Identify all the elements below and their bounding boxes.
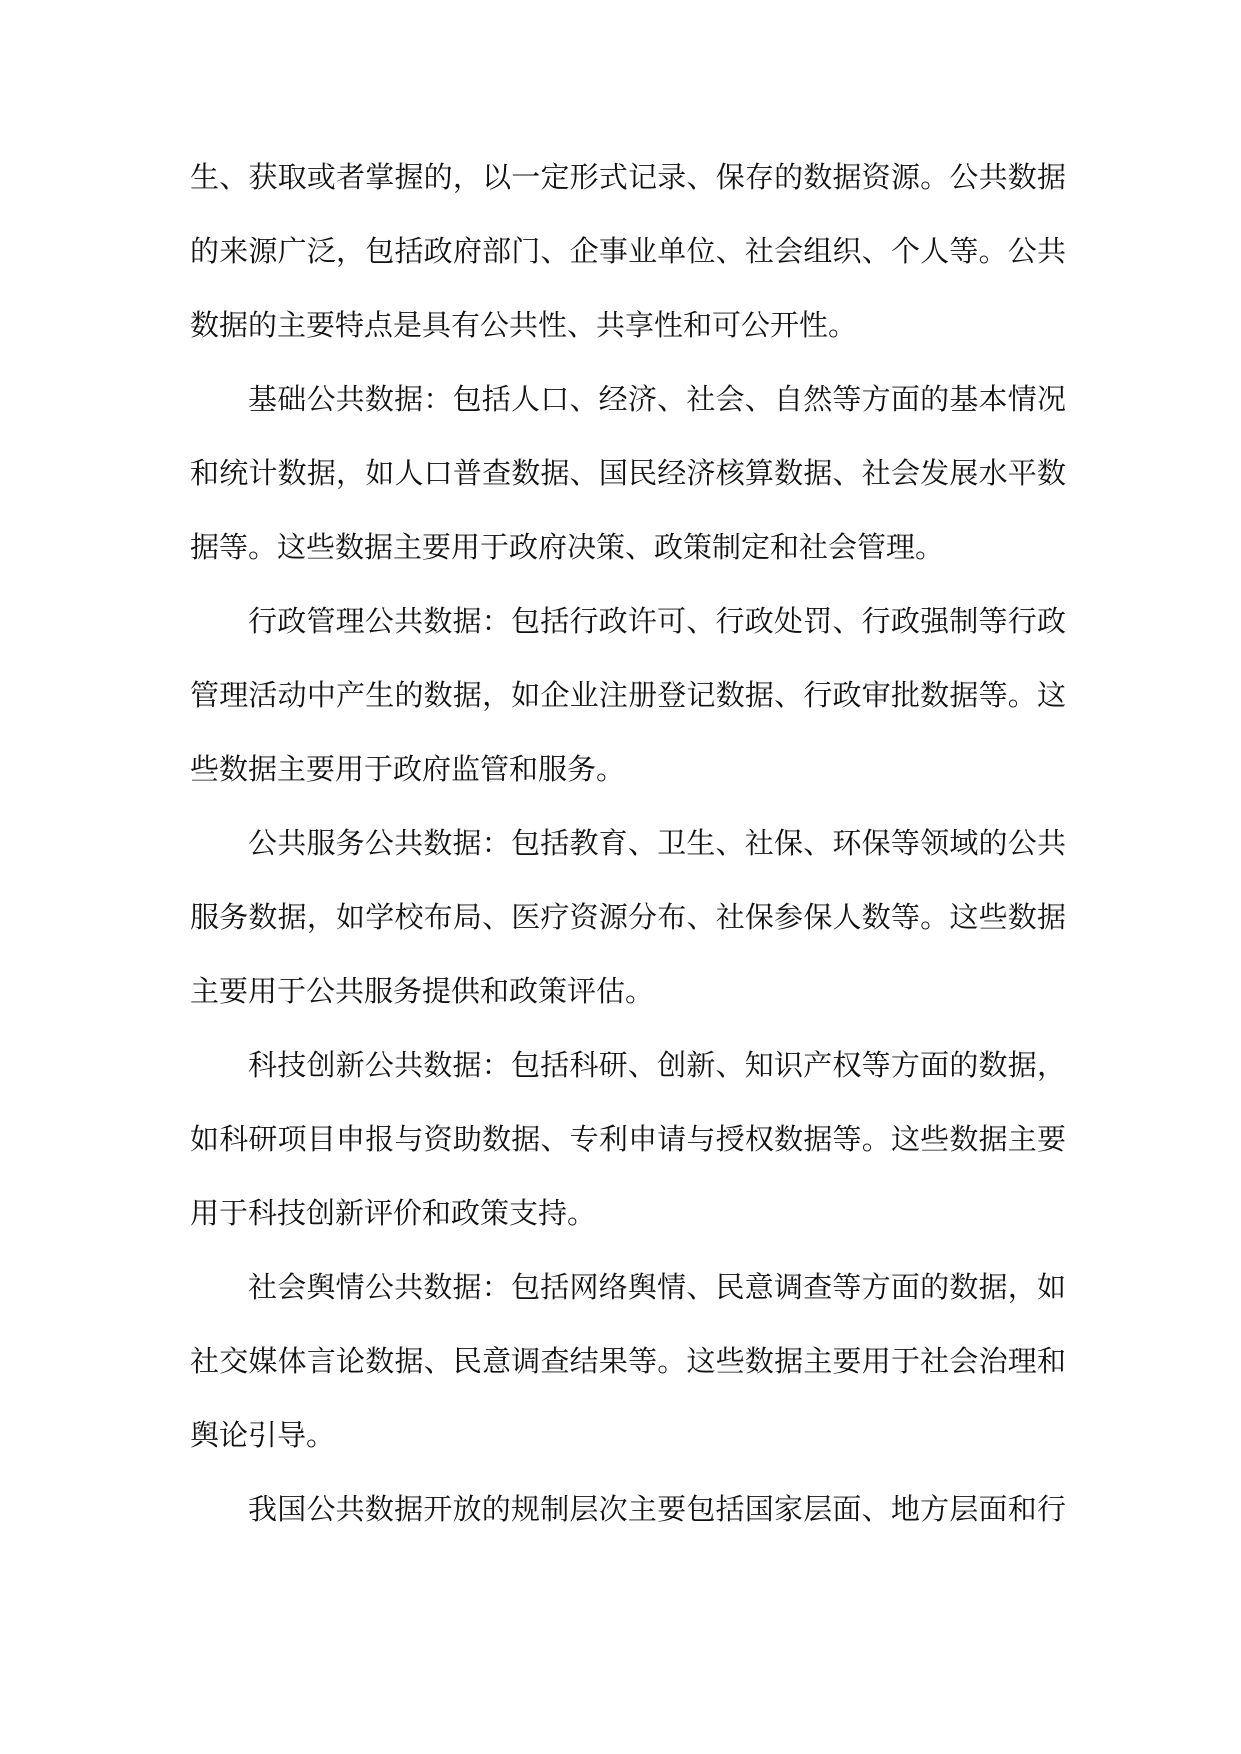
- text-line: 如科研项目申报与资助数据、专利申请与授权数据等。这些数据主要: [190, 1122, 1066, 1156]
- document-body: [190, 140, 1066, 1546]
- paragraph-administrative-public-data: [190, 584, 1066, 806]
- text-line: 生、获取或者掌握的，以一定形式记录、保存的数据资源。公共数据: [190, 160, 1066, 194]
- text-line: 行政管理公共数据：包括行政许可、行政处罚、行政强制等行政: [248, 604, 1066, 638]
- text-line: 基础公共数据：包括人口、经济、社会、自然等方面的基本情况: [248, 382, 1066, 416]
- text-line: 社交媒体言论数据、民意调查结果等。这些数据主要用于社会治理和: [190, 1344, 1066, 1378]
- paragraph-intro-continued: [190, 140, 1066, 362]
- paragraph-tech-innovation-data: [190, 1028, 1066, 1250]
- text-line: 主要用于公共服务提供和政策评估。: [190, 974, 655, 1008]
- text-line: 管理活动中产生的数据，如企业注册登记数据、行政审批数据等。这: [190, 678, 1066, 712]
- text-line: 公共服务公共数据：包括教育、卫生、社保、环保等领域的公共: [248, 826, 1066, 860]
- text-line: 的来源广泛，包括政府部门、企事业单位、社会组织、个人等。公共: [190, 234, 1066, 268]
- text-line: 科技创新公共数据：包括科研、创新、知识产权等方面的数据，: [248, 1048, 1066, 1082]
- text-line: 用于科技创新评价和政策支持。: [190, 1196, 597, 1230]
- text-line: 社会舆情公共数据：包括网络舆情、民意调查等方面的数据，如: [248, 1270, 1066, 1304]
- text-line: 我国公共数据开放的规制层次主要包括国家层面、地方层面和行: [248, 1492, 1066, 1526]
- paragraph-basic-public-data: [190, 362, 1066, 584]
- text-line: 据等。这些数据主要用于政府决策、政策制定和社会管理。: [190, 530, 945, 564]
- text-line: 数据的主要特点是具有公共性、共享性和可公开性。: [190, 308, 858, 342]
- paragraph-public-service-data: [190, 806, 1066, 1028]
- paragraph-public-opinion-data: [190, 1250, 1066, 1472]
- paragraph-regulation-levels: [190, 1472, 1066, 1546]
- text-line: 些数据主要用于政府监管和服务。: [190, 752, 626, 786]
- text-line: 服务数据，如学校布局、医疗资源分布、社保参保人数等。这些数据: [190, 900, 1066, 934]
- text-line: 和统计数据，如人口普查数据、国民经济核算数据、社会发展水平数: [190, 456, 1066, 490]
- text-line: 舆论引导。: [190, 1418, 336, 1452]
